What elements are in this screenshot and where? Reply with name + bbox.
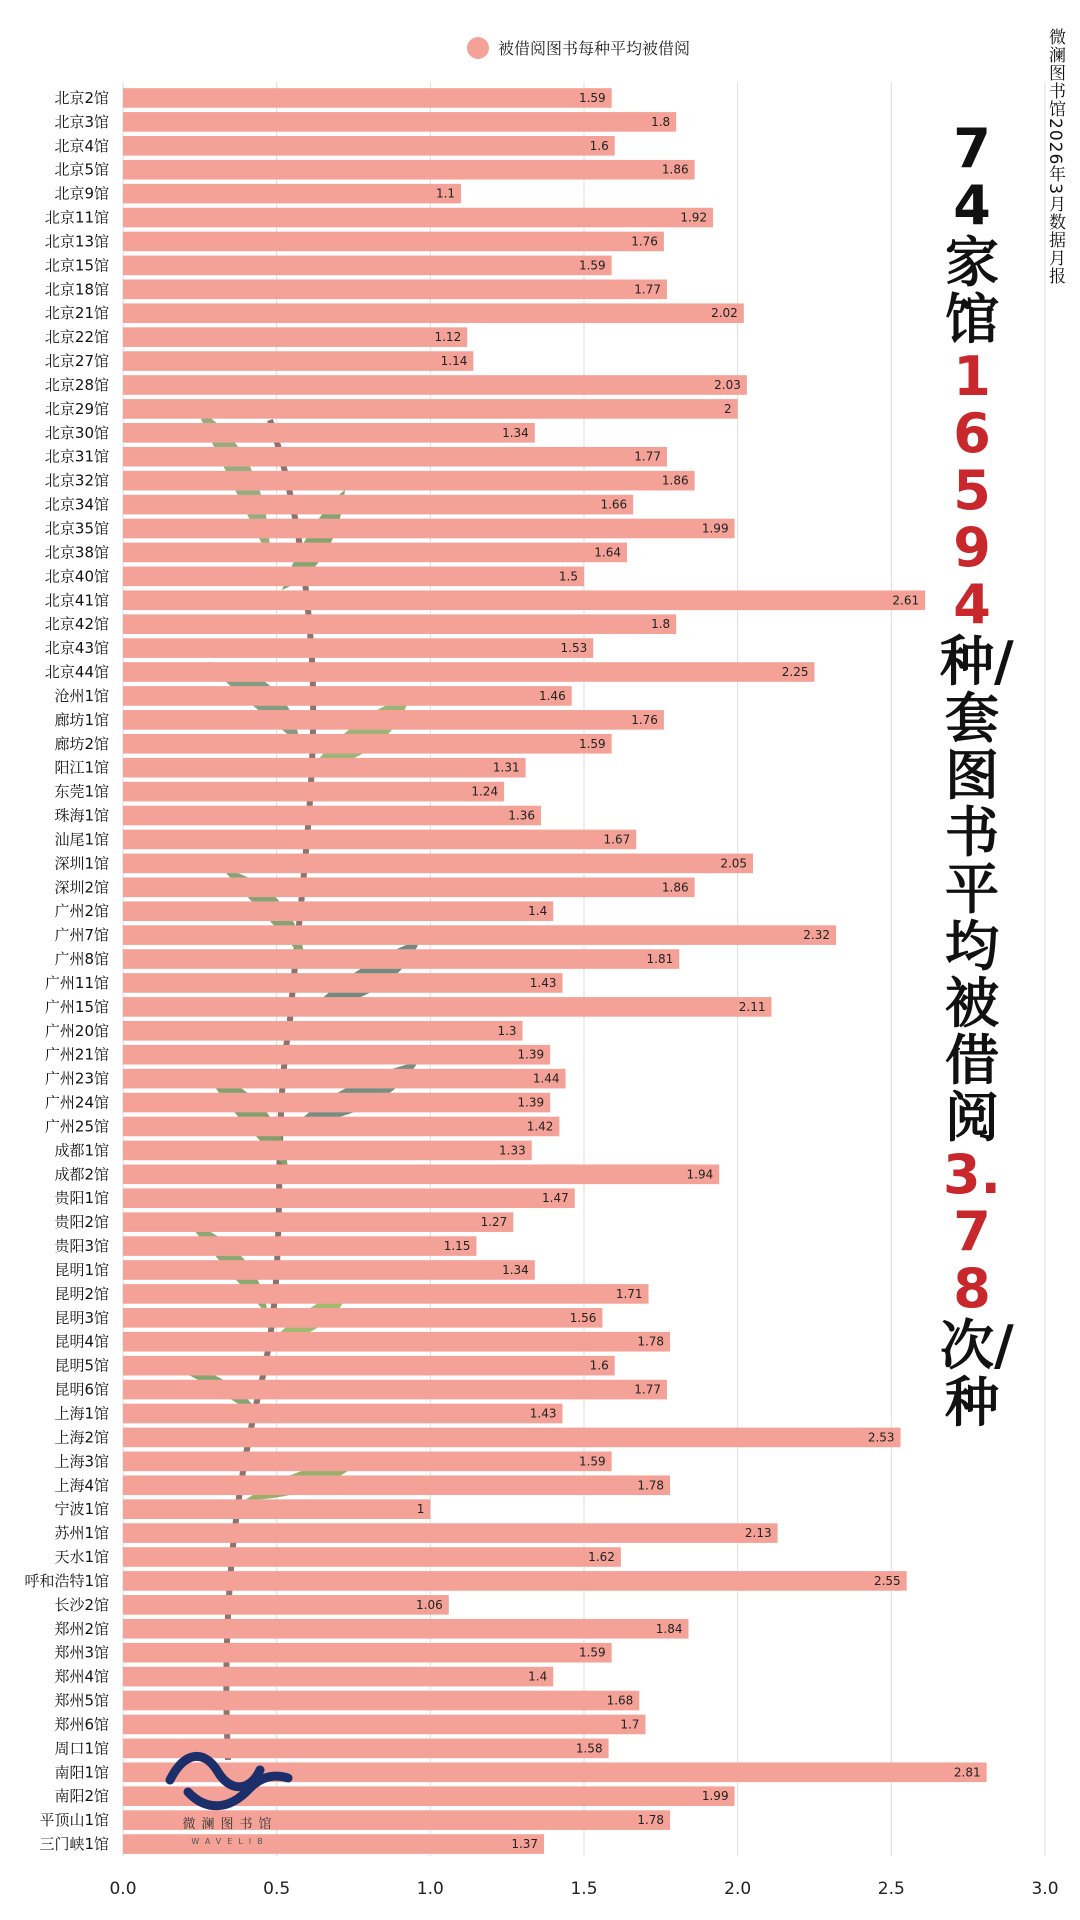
value-label: 1.58	[575, 1741, 603, 1756]
bar	[123, 997, 771, 1017]
value-label: 1.37	[511, 1837, 539, 1852]
category-label: 郑州6馆	[54, 1715, 109, 1734]
bar	[123, 447, 667, 467]
x-tick-label: 3.0	[1031, 1879, 1059, 1899]
category-label: 北京5馆	[54, 160, 109, 179]
bar	[123, 208, 713, 228]
value-label: 1.71	[615, 1286, 643, 1301]
value-label: 1.62	[588, 1550, 615, 1565]
value-label: 1.15	[443, 1239, 471, 1254]
category-label: 广州25馆	[44, 1117, 109, 1136]
value-label: 1.99	[701, 521, 729, 536]
bar	[123, 1093, 550, 1113]
value-label: 1.78	[637, 1334, 665, 1349]
value-label: 1.59	[578, 736, 606, 751]
category-label: 广州2馆	[54, 902, 109, 921]
category-label: 贵阳3馆	[54, 1237, 109, 1256]
value-label: 1.92	[680, 210, 708, 225]
bar	[123, 351, 473, 371]
value-label: 1.8	[651, 114, 671, 129]
value-label: 2.13	[744, 1526, 772, 1541]
bar	[123, 1667, 553, 1687]
value-label: 1.7	[620, 1717, 640, 1732]
value-label: 2.32	[803, 928, 831, 943]
category-label: 深圳1馆	[54, 854, 109, 873]
value-label: 1.24	[471, 784, 499, 799]
category-label: 北京34馆	[44, 495, 109, 514]
x-tick-label: 1.5	[570, 1879, 598, 1899]
bar	[123, 1308, 602, 1328]
bar	[123, 1045, 550, 1065]
bar	[123, 1643, 612, 1663]
value-label: 1.39	[517, 1047, 545, 1062]
category-label: 北京3馆	[54, 112, 109, 131]
category-label: 北京32馆	[44, 471, 109, 490]
value-label: 1.99	[701, 1789, 729, 1804]
category-label: 廊坊1馆	[54, 710, 109, 729]
bar	[123, 901, 553, 921]
category-label: 三门峡1馆	[39, 1835, 109, 1854]
category-label: 北京4馆	[54, 136, 109, 155]
category-label: 苏州1馆	[54, 1524, 109, 1543]
bar	[123, 1691, 639, 1711]
value-label: 1.86	[661, 473, 689, 488]
category-label: 南阳2馆	[54, 1787, 109, 1806]
report-caption: 微澜图书馆2026年3月数据月报	[1045, 28, 1065, 286]
bar	[123, 877, 695, 897]
value-label: 1.12	[434, 330, 462, 345]
bar	[123, 327, 467, 347]
bar	[123, 1356, 615, 1376]
category-label: 北京22馆	[44, 328, 109, 347]
category-label: 上海2馆	[54, 1428, 109, 1447]
bar	[123, 734, 612, 754]
bar	[123, 1452, 612, 1472]
wavelib-logo	[160, 1740, 300, 1850]
bar	[123, 590, 925, 610]
category-label: 沧州1馆	[54, 686, 109, 705]
bar	[123, 1236, 476, 1256]
category-label: 周口1馆	[54, 1739, 109, 1758]
value-label: 1.76	[631, 234, 658, 249]
category-label: 北京9馆	[54, 184, 109, 203]
value-label: 1.43	[529, 975, 557, 990]
x-axis	[109, 1879, 1058, 1899]
legend	[467, 37, 690, 59]
bar	[123, 160, 695, 180]
bar	[123, 1499, 430, 1519]
bar	[123, 495, 633, 515]
x-tick-label: 0.0	[109, 1879, 137, 1899]
category-label: 昆明6馆	[54, 1380, 109, 1399]
value-label: 1.66	[600, 497, 628, 512]
bar	[123, 949, 679, 969]
category-label: 北京27馆	[44, 352, 109, 371]
bar	[123, 1523, 778, 1543]
category-label: 广州8馆	[54, 950, 109, 969]
category-label: 汕尾1馆	[54, 830, 109, 849]
value-label: 2.55	[873, 1573, 901, 1588]
value-label: 1.56	[569, 1310, 597, 1325]
bar	[123, 567, 584, 587]
value-label: 1.36	[508, 808, 535, 823]
value-label: 1.34	[502, 1262, 529, 1277]
bar	[123, 1260, 535, 1280]
category-label: 北京40馆	[44, 567, 109, 586]
x-tick-label: 2.0	[724, 1879, 752, 1899]
bar	[123, 806, 541, 826]
bar	[123, 614, 676, 634]
bar	[123, 854, 753, 874]
category-label: 广州15馆	[44, 997, 109, 1016]
bar	[123, 1284, 649, 1304]
value-label: 1.53	[560, 641, 588, 656]
value-label: 1.77	[634, 282, 661, 297]
category-label: 上海4馆	[54, 1476, 109, 1495]
bar	[123, 1595, 449, 1615]
value-label: 1.5	[558, 569, 578, 584]
value-label: 2.02	[711, 306, 738, 321]
category-label: 昆明5馆	[54, 1356, 109, 1375]
category-label: 北京43馆	[44, 639, 109, 658]
category-label: 北京30馆	[44, 423, 109, 442]
category-label: 北京35馆	[44, 519, 109, 538]
category-label: 北京31馆	[44, 447, 109, 466]
value-label: 1.78	[637, 1478, 665, 1493]
category-label: 成都2馆	[54, 1165, 109, 1184]
category-label: 昆明4馆	[54, 1332, 109, 1351]
value-label: 1.33	[499, 1143, 526, 1158]
category-label: 平顶山1馆	[39, 1811, 109, 1830]
category-label: 北京21馆	[44, 304, 109, 323]
category-label: 北京44馆	[44, 663, 109, 682]
headline-mid: 种/套图书平均被借阅	[940, 630, 1014, 1149]
bar	[123, 1069, 566, 1089]
bar	[123, 1212, 513, 1232]
category-label: 珠海1馆	[54, 806, 109, 825]
category-label: 上海3馆	[54, 1452, 109, 1471]
value-label: 1.42	[526, 1119, 554, 1134]
legend-dot	[467, 37, 489, 59]
category-label: 阳江1馆	[54, 758, 109, 777]
category-label: 北京18馆	[44, 280, 109, 299]
bar	[123, 1117, 559, 1137]
value-label: 1	[416, 1502, 425, 1517]
bar	[123, 686, 572, 706]
bar	[123, 88, 612, 108]
value-label: 2.11	[738, 999, 766, 1014]
value-label: 1.34	[502, 425, 529, 440]
headline-num: 16 5 94	[953, 345, 991, 636]
bar	[123, 1332, 670, 1352]
value-label: 1.78	[637, 1813, 665, 1828]
value-label: 1.59	[578, 1454, 606, 1469]
value-label: 1.1	[435, 186, 456, 201]
bar	[123, 1380, 667, 1400]
x-tick-label: 1.0	[416, 1879, 444, 1899]
category-label: 上海1馆	[54, 1404, 109, 1423]
category-label: 北京15馆	[44, 256, 109, 275]
value-label: 1.6	[589, 138, 609, 153]
value-label: 1.81	[646, 952, 674, 967]
value-label: 2.61	[892, 593, 920, 608]
value-label: 1.39	[517, 1095, 545, 1110]
value-label: 2.05	[720, 856, 748, 871]
bar	[123, 232, 664, 252]
category-label: 北京11馆	[44, 208, 109, 227]
value-label: 1.43	[529, 1406, 557, 1421]
value-label: 1.67	[603, 832, 631, 847]
bar	[123, 112, 676, 132]
bar	[123, 710, 664, 730]
legend-label: 被借阅图书每种平均被借阅	[498, 39, 691, 58]
value-label: 2	[724, 401, 732, 416]
category-label: 宁波1馆	[54, 1500, 109, 1519]
value-label: 1.64	[594, 545, 622, 560]
bar	[123, 1165, 719, 1185]
bar	[123, 1021, 523, 1041]
value-label: 1.77	[634, 449, 661, 464]
category-label: 昆明3馆	[54, 1308, 109, 1327]
bar	[123, 973, 562, 993]
value-label: 1.68	[606, 1693, 634, 1708]
category-label: 广州23馆	[44, 1069, 109, 1088]
value-label: 1.47	[542, 1191, 569, 1206]
category-label: 深圳2馆	[54, 878, 109, 897]
value-label: 1.6	[589, 1358, 609, 1373]
headline	[940, 117, 1014, 1434]
bar	[123, 1475, 670, 1495]
category-label: 北京42馆	[44, 615, 109, 634]
bar	[123, 399, 738, 419]
category-label: 南阳1馆	[54, 1763, 109, 1782]
bar	[123, 830, 636, 850]
category-label: 昆明1馆	[54, 1260, 109, 1279]
value-label: 1.84	[655, 1621, 683, 1636]
value-label: 1.14	[440, 354, 468, 369]
headline-num2: 3. 7 8	[942, 1143, 1002, 1320]
value-label: 1.59	[578, 1645, 606, 1660]
value-label: 1.94	[686, 1167, 714, 1182]
value-label: 1.27	[480, 1215, 508, 1230]
value-label: 1.4	[528, 904, 548, 919]
category-label: 昆明2馆	[54, 1284, 109, 1303]
category-label: 郑州4馆	[54, 1667, 109, 1686]
category-label: 广州21馆	[44, 1045, 109, 1064]
category-label: 郑州3馆	[54, 1643, 109, 1662]
bar	[123, 758, 526, 778]
bar	[123, 1547, 621, 1567]
value-label: 1.44	[532, 1071, 560, 1086]
category-label: 贵阳1馆	[54, 1189, 109, 1208]
bar	[123, 925, 836, 945]
bar	[123, 375, 747, 395]
category-label: 贵阳2馆	[54, 1213, 109, 1232]
bar	[123, 1571, 907, 1591]
bar	[123, 782, 504, 802]
category-label: 长沙2馆	[54, 1595, 109, 1614]
category-label: 成都1馆	[54, 1141, 109, 1160]
bar	[123, 136, 615, 156]
bar	[123, 519, 735, 539]
logo-name-cn: 微澜图书馆	[182, 1817, 278, 1832]
value-label: 1.3	[497, 1023, 517, 1038]
category-label: 广州20馆	[44, 1021, 109, 1040]
category-label: 北京28馆	[44, 375, 109, 394]
bar	[123, 543, 627, 563]
logo-name-en: WAVELIB	[191, 1837, 269, 1846]
category-label: 北京13馆	[44, 232, 109, 251]
category-label: 东莞1馆	[54, 782, 109, 801]
value-label: 2.81	[953, 1765, 981, 1780]
category-label: 廊坊2馆	[54, 734, 109, 753]
value-label: 1.06	[416, 1597, 443, 1612]
value-label: 2.53	[867, 1430, 895, 1445]
bar	[123, 1188, 575, 1208]
value-label: 1.86	[661, 880, 689, 895]
category-label: 广州24馆	[44, 1093, 109, 1112]
value-label: 2.25	[781, 665, 809, 680]
x-tick-label: 0.5	[263, 1879, 291, 1899]
category-label: 广州11馆	[44, 973, 109, 992]
value-label: 1.46	[538, 688, 566, 703]
value-label: 1.76	[631, 712, 658, 727]
value-label: 1.86	[661, 162, 689, 177]
value-label: 1.59	[578, 90, 606, 105]
wave-logo-icon	[160, 1740, 300, 1850]
category-label: 郑州5馆	[54, 1691, 109, 1710]
value-label: 1.8	[651, 617, 671, 632]
value-label: 1.77	[634, 1382, 661, 1397]
bars-layer	[24, 88, 986, 1854]
value-label: 2.03	[714, 377, 741, 392]
category-label: 广州7馆	[54, 926, 109, 945]
bar	[123, 1141, 532, 1161]
category-label: 北京2馆	[54, 88, 109, 107]
bar	[123, 1715, 645, 1735]
category-label: 北京38馆	[44, 543, 109, 562]
category-label: 天水1馆	[54, 1548, 109, 1567]
value-label: 1.4	[528, 1669, 548, 1684]
bar	[123, 184, 461, 204]
bar	[123, 256, 612, 276]
x-tick-label: 2.5	[877, 1879, 905, 1899]
category-label: 呼和浩特1馆	[24, 1571, 109, 1590]
category-label: 北京29馆	[44, 399, 109, 418]
bar	[123, 662, 815, 682]
bar	[123, 471, 695, 491]
bar	[123, 1428, 901, 1448]
bar	[123, 1404, 562, 1424]
category-label: 北京41馆	[44, 591, 109, 610]
value-label: 1.59	[578, 258, 606, 273]
category-label: 郑州2馆	[54, 1619, 109, 1638]
value-label: 1.31	[492, 760, 520, 775]
headline-post: 次/种	[940, 1314, 1014, 1434]
bar	[123, 280, 667, 300]
bar	[123, 423, 535, 443]
headline-pre: 74家馆	[945, 117, 999, 351]
bar	[123, 638, 593, 658]
bar	[123, 1619, 688, 1639]
bar	[123, 303, 744, 323]
